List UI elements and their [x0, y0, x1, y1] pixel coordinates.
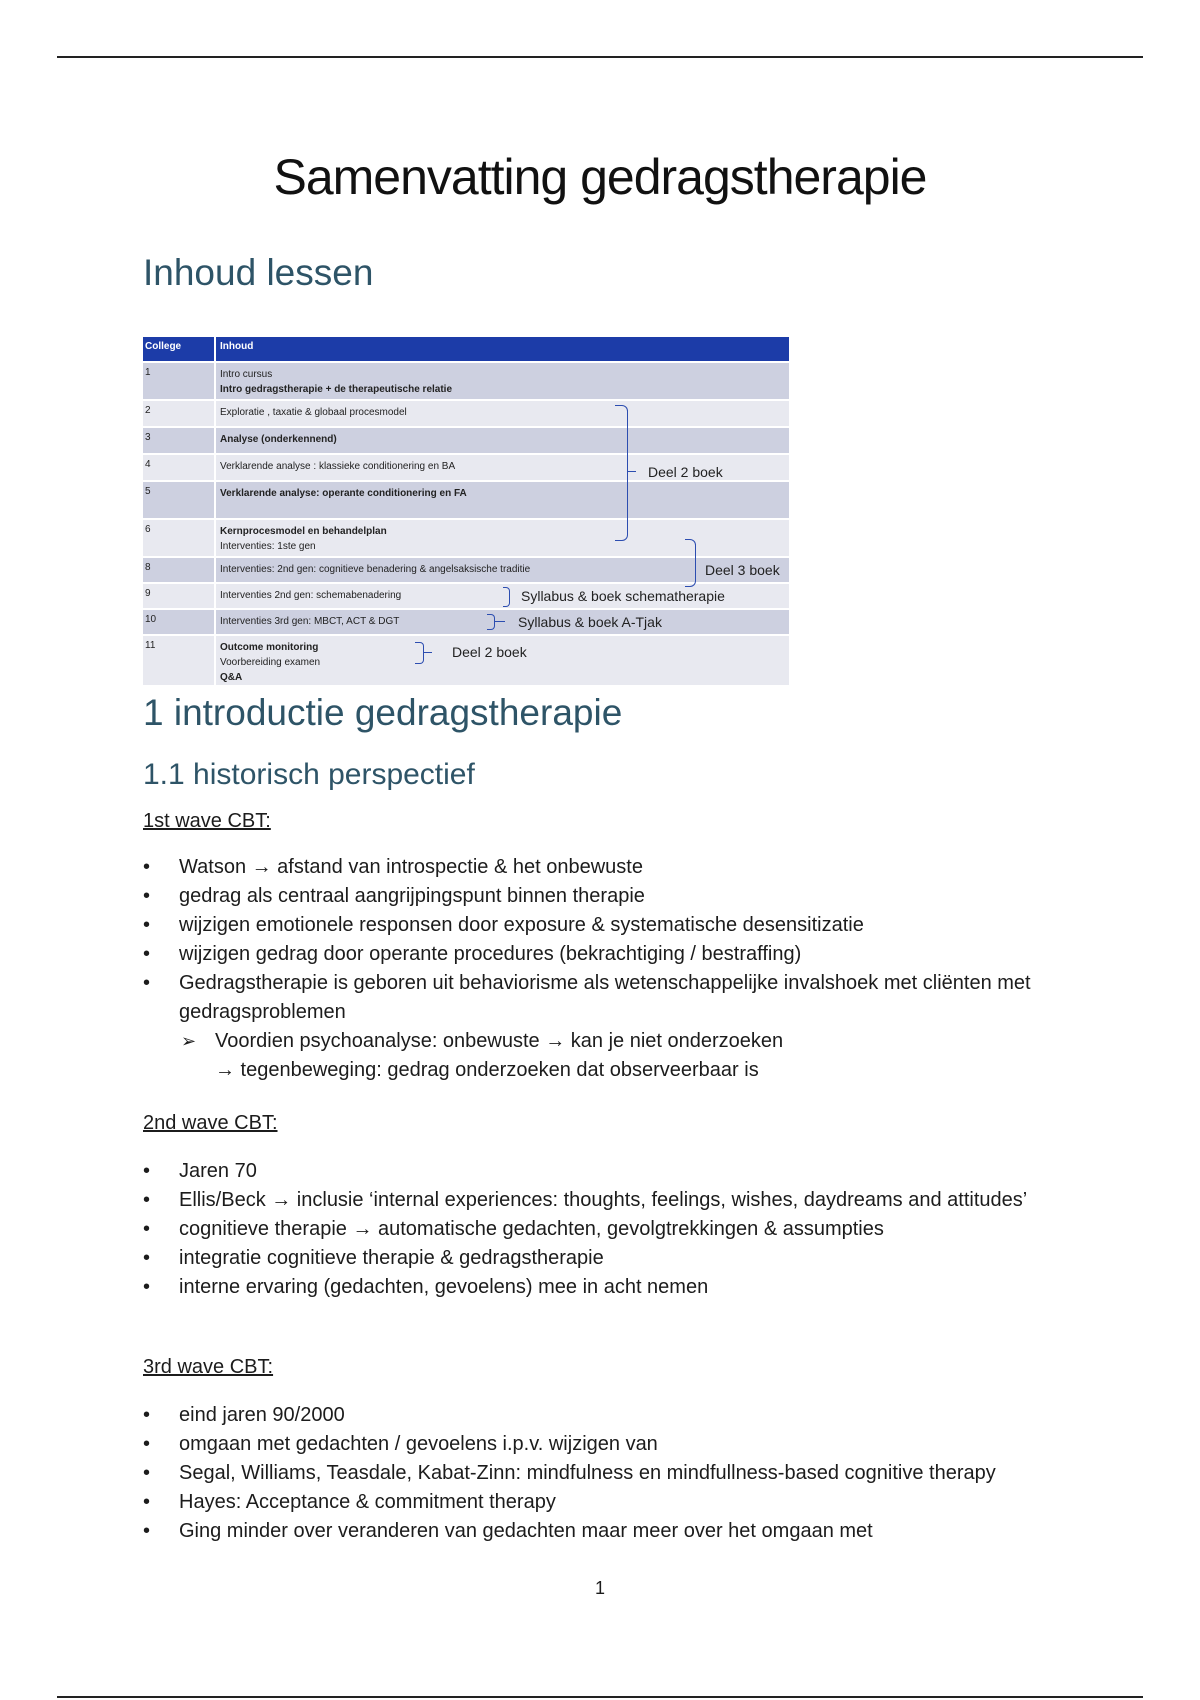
table-row: 4 Verklarende analyse : klassieke conditionering en BA: [143, 455, 789, 480]
list-item: • Hayes: Acceptance & commitment therapy: [143, 1488, 1123, 1517]
list-item: • eind jaren 90/2000: [143, 1401, 1123, 1430]
label-2nd-wave: 2nd wave CBT:: [143, 1112, 278, 1134]
bracket-deel2: [615, 405, 628, 541]
heading-introductie: 1 introductie gedragstherapie: [143, 692, 623, 733]
table-header-college: College: [145, 341, 182, 352]
table-row: 5 Verklarende analyse: operante conditionering en FA: [143, 482, 789, 518]
sub-list: [179, 1027, 1083, 1085]
bracket-tick: [495, 621, 505, 622]
bracket-tick: [628, 471, 636, 472]
list-item: • wijzigen gedrag door operante procedures (bekrachtiging / bestraffing): [143, 940, 1083, 969]
footer-rule: [57, 1696, 1143, 1698]
bracket-label-schema: Syllabus & boek schematherapie: [521, 588, 725, 604]
table-row: 3 Analyse (onderkennend): [143, 428, 789, 453]
bracket-tick: [424, 652, 432, 653]
page-number: 1: [594, 1578, 605, 1598]
header-rule: [57, 56, 1143, 58]
list-item: • Jaren 70: [143, 1157, 1083, 1186]
heading-inhoud-lessen: Inhoud lessen: [143, 252, 374, 293]
course-table-image: [143, 337, 789, 685]
label-3rd-wave: 3rd wave CBT:: [143, 1356, 274, 1378]
list-item: • Watson → afstand van introspectie & het onbewuste: [143, 853, 1083, 882]
list-1st-wave: [143, 853, 1083, 1085]
list-item: • Segal, Williams, Teasdale, Kabat-Zinn: mindfulness en mindfullness-based cognitive therapy: [143, 1459, 1123, 1488]
list-item: • omgaan met gedachten / gevoelens i.p.v. wijzigen van: [143, 1430, 1123, 1459]
list-item: • Gedragstherapie is geboren uit behaviorisme als wetenschappelijke invalshoek met cliënten met gedragsproblemen ➢ Voordien psychoanalyse: onbewuste → kan je niet onderzoeken → tegenbeweging: gedrag onderzoeken dat observeerbaar is: [143, 969, 1083, 1085]
table-row: 1 Intro cursus Intro gedragstherapie + de therapeutische relatie: [143, 363, 789, 399]
heading-historisch-perspectief: 1.1 historisch perspectief: [143, 758, 475, 791]
bracket-deel3: [685, 539, 696, 587]
list-item: • Ging minder over veranderen van gedachten maar meer over het omgaan met: [143, 1517, 1123, 1546]
table-header: [143, 337, 789, 361]
bracket-label-atjak: Syllabus & boek A-Tjak: [518, 614, 662, 630]
list-3rd-wave: [143, 1401, 1123, 1546]
bracket-schema: [503, 587, 510, 607]
list-2nd-wave: [143, 1157, 1083, 1302]
bracket-label-deel3: Deel 3 boek: [705, 562, 780, 578]
bracket-label-deel2-b: Deel 2 boek: [452, 644, 527, 660]
arrow-bullet-icon: ➢: [181, 1031, 197, 1051]
list-item: • gedrag als centraal aangrijpingspunt binnen therapie: [143, 882, 1083, 911]
table-row: 11 Outcome monitoring Voorbereiding examen Q&A: [143, 636, 789, 685]
list-item: • Ellis/Beck → inclusie ‘internal experiences: thoughts, feelings, wishes, daydreams and attitudes’: [143, 1186, 1083, 1215]
table-row: 2 Exploratie , taxatie & globaal procesmodel: [143, 401, 789, 426]
document-title: Samenvatting gedragstherapie: [273, 149, 927, 205]
bracket-atjak: [487, 614, 495, 630]
table-row: 10 Interventies 3rd gen: MBCT, ACT & DGT: [143, 610, 789, 634]
bracket-deel2-b: [415, 642, 424, 664]
table-row: 9 Interventies 2nd gen: schemabenadering: [143, 584, 789, 608]
table-row: 6 Kernprocesmodel en behandelplan Interventies: 1ste gen: [143, 520, 789, 556]
list-item: • wijzigen emotionele responsen door exposure & systematische desensitizatie: [143, 911, 1083, 940]
label-1st-wave: 1st wave CBT:: [143, 810, 271, 832]
table-column-divider: [214, 337, 216, 685]
table-header-inhoud: Inhoud: [220, 341, 254, 352]
bracket-label-deel2: Deel 2 boek: [648, 464, 723, 480]
table-row: 8 Interventies: 2nd gen: cognitieve benadering & angelsaksische traditie: [143, 558, 789, 582]
list-item: • interne ervaring (gedachten, gevoelens) mee in acht nemen: [143, 1273, 1083, 1302]
sub-list-item: ➢ Voordien psychoanalyse: onbewuste → kan je niet onderzoeken → tegenbeweging: gedrag onderzoeken dat observeerbaar is: [179, 1027, 1083, 1085]
list-item: • cognitieve therapie → automatische gedachten, gevolgtrekkingen & assumpties: [143, 1215, 1083, 1244]
list-item: • integratie cognitieve therapie & gedragstherapie: [143, 1244, 1083, 1273]
